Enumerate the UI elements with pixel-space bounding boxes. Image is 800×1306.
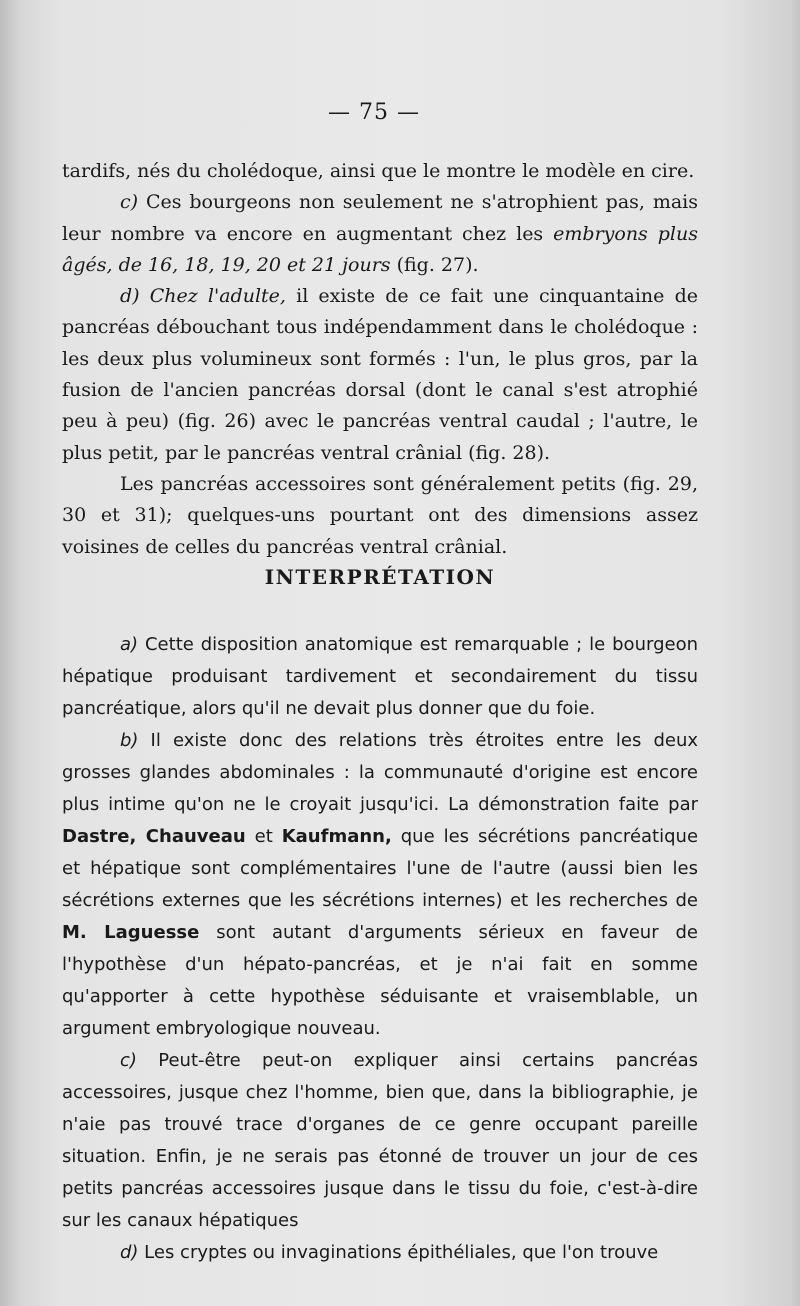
paragraph-b [62,725,698,1045]
paragraph-label: c) [120,191,139,214]
paragraph-text: il existe de ce fait une cinquantaine de pancréas débouchant tous indépendamment dans le cholédoque : les deux plus volumineux sont formés : l'un, le plus gros, par la fusion de l'ancien pancréas dorsal (dont le canal s'est atrophié peu à peu) (fig. 26) avec le pancréas ventral caudal ; l'autre, le plus petit, par le pancréas ventral crânial (fig. 28). [62,285,698,464]
author-name: M. Laguesse [62,922,200,943]
paragraph-label: c) [120,1050,137,1071]
paragraph-italic-text: embryons plus âgés, de 16, 18, 19, 20 et 21 jours [62,222,698,276]
author-names: Dastre, Chauveau [62,826,246,847]
paragraph-c [62,187,698,281]
paragraph-text: Cette disposition anatomique est remarquable ; le bourgeon hépatique produisant tardivement et secondairement du tissu pancréatique, alors qu'il ne devait plus donner que du foie. [62,634,698,719]
author-name: Kaufmann, [281,826,392,847]
section-heading: INTERPRÉTATION [264,565,496,589]
text-section-1 [62,156,698,563]
paragraph-label: d) [120,285,140,308]
paragraph-text: Peut-être peut-on expliquer ainsi certains pancréas accessoires, jusque chez l'homme, bien que, dans la bibliographie, je n'aie pas trouvé trace d'organes de ce genre occupant pareille situation. Enfin, je ne serais pas étonné de trouver un jour de ces petits pancréas accessoires jusque dans le tissu du foie, c'est-à-dire sur les canaux hépatiques [62,1050,698,1231]
paragraph-italic-text: Chez l'adulte, [139,285,286,308]
paragraph-accessory-pancreas: Les pancréas accessoires sont généralement petits (fig. 29, 30 et 31); quelques-uns pourtant ont des dimensions assez voisines de celles du pancréas ventral crânial. [62,472,698,558]
paragraph-text: sont autant d'arguments sérieux en faveur de l'hypothèse d'un hépato-pancréas, et je n'ai fait en somme qu'apporter à cette hypothèse séduisante et vraisemblable, un argument embryologique nouveau. [62,922,698,1039]
paragraph-text: Il existe donc des relations très étroites entre les deux grosses glandes abdominales : la communauté d'origine est encore plus intime qu'on ne le croyait jusqu'ici. La démonstration faite par [62,730,698,815]
paragraph-continuation: tardifs, nés du cholédoque, ainsi que le montre le modèle en cire. [62,160,695,182]
paragraph-text: (fig. 27). [390,253,479,276]
text-section-2 [62,629,698,1269]
page-number: — 75 — [328,100,420,125]
paragraph-d2 [62,1237,698,1269]
paragraph-label: a) [120,634,139,655]
paragraph-label: b) [120,730,139,751]
paragraph-text: Ces bourgeons non seulement ne s'atrophient pas, mais leur nombre va encore en augmentant chez les [62,191,698,245]
paragraph-c2 [62,1045,698,1237]
paragraph-text: Les cryptes ou invaginations épithéliales, que l'on trouve [138,1242,659,1263]
paragraph-label: d) [120,1242,139,1263]
paragraph-d [62,281,698,469]
paragraph-text: que les sécrétions pancréatique et hépatique sont complémentaires l'une de l'autre (aussi bien les sécrétions externes que les sécrétions internes) et les recherches de [62,826,699,911]
paragraph-a [62,629,698,725]
paragraph-text: et [245,826,282,847]
